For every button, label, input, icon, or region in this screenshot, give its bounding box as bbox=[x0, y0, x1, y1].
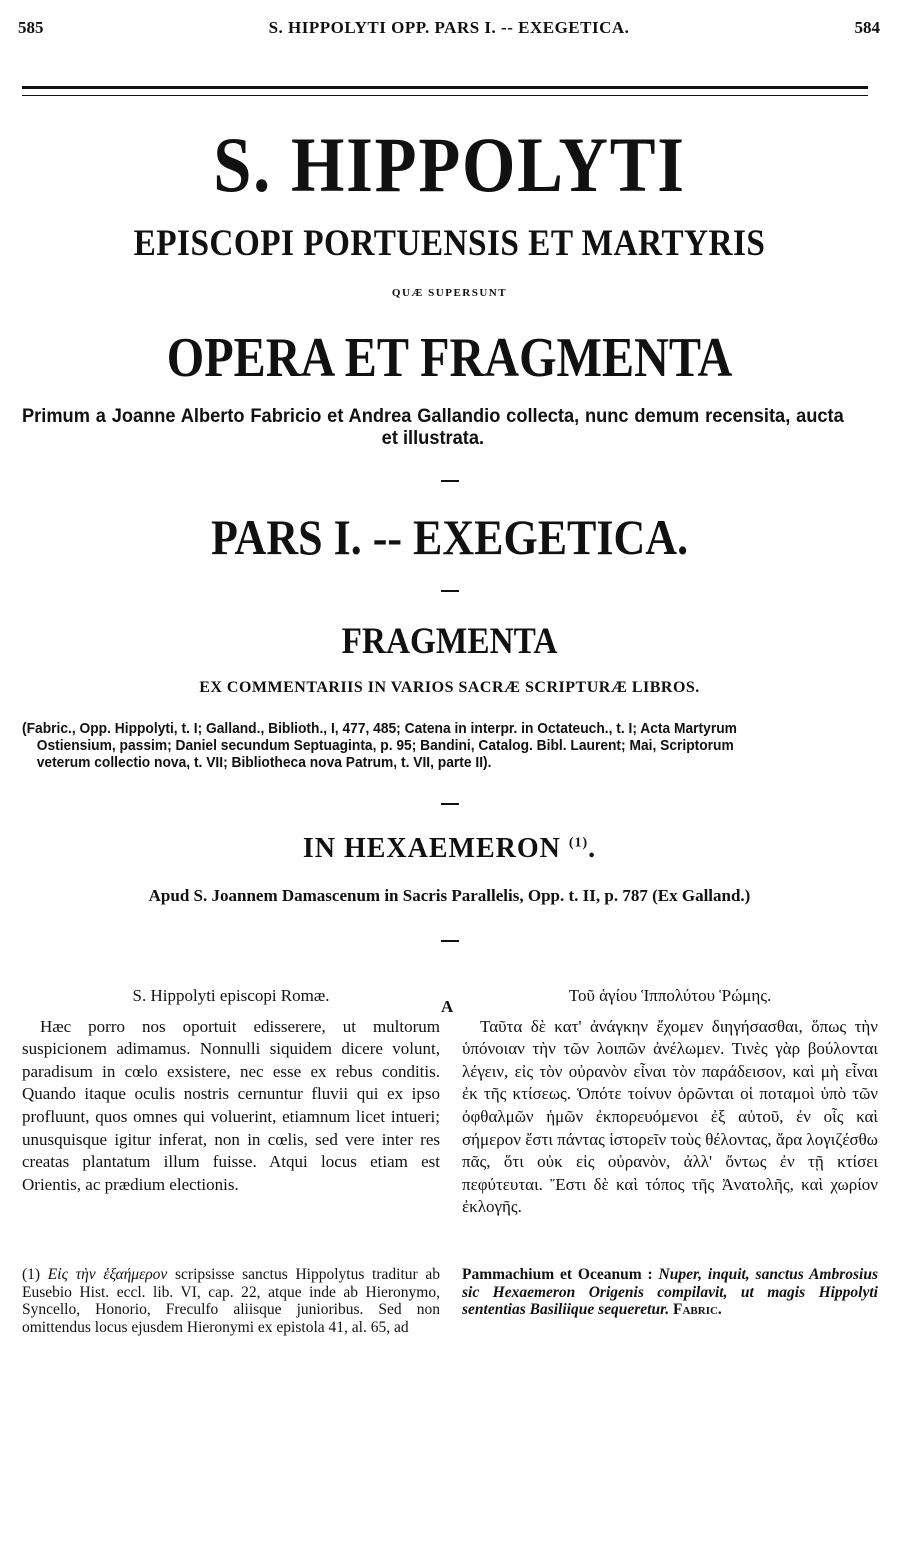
subtitle: EPISCOPI PORTUENSIS ET MARTYRIS bbox=[133, 223, 766, 264]
footnote-reference: (1) bbox=[568, 835, 589, 851]
references-block bbox=[22, 720, 810, 771]
margin-marker: A bbox=[441, 997, 454, 1016]
footnote-right bbox=[462, 1266, 878, 1319]
footnote-text: scripsisse sanctus Hippolytus traditur ab Eusebio Hist. eccl. lib. VI, cap. 22, atque inde ab Hieronymo, Syncello, Honorio, Freculfo aliisque junioribus. Sed non omittendus locus ejusdem Hieronymi ex epistola 41, al. 65, ad bbox=[22, 1266, 441, 1336]
fragmenta-title: FRAGMENTA bbox=[341, 621, 558, 662]
divider-dash bbox=[441, 480, 459, 482]
running-title: S. HIPPOLYTI OPP. PARS I. -- EXEGETICA. bbox=[268, 18, 630, 37]
footnote-signature: Fabric. bbox=[673, 1301, 722, 1318]
opera-title: OPERA ET FRAGMENTA bbox=[166, 327, 733, 389]
greek-text: Ταῦτα δὲ κατ' ἀνάγκην ἔχομεν διηγήσασθαι, ὅπως τὴν ὑπόνοιαν τὴν τῶν λοιπῶν ἀνέλωμεν. Τινὲς γὰρ βούλονται λέγειν, εἰς τὸν οὐρανὸν εἶναι τὸν παράδεισον, καὶ μὴ εἶναι ἐκ τῆς κτίσεως. Ὁπότε τοίνυν ὁρῶνται οἱ ποταμοὶ ὑπὸ τῶν ὀφθαλμῶν ἡμῶν ἐκπορευόμενοι ἐξ αὐτοῦ, ἐν οἷς καὶ σήμερον ἔστι πάντας ἱστορεῖν τοὺς θέλοντας, ἄρα λογιζέσθω πᾶς, ὅτι οὐκ εἰς οὐρανὸν, ἀλλ' ὄντως ἐν τῇ κτίσει πεφύτευται. Ἔστι δὲ καὶ τόπος τῆς Ἀνατολῆς, καὶ χωρίον ἐκλογῆς. bbox=[462, 1016, 878, 1217]
page-number-right: 584 bbox=[854, 18, 880, 37]
footnote-right-text: Pammachium et Oceanum : bbox=[462, 1266, 653, 1283]
latin-column bbox=[22, 985, 440, 1196]
greek-heading: Τοῦ ἁγίου Ἱππολύτου Ῥώμης. bbox=[568, 986, 772, 1005]
pars-title: PARS I. -- EXEGETICA. bbox=[210, 509, 689, 565]
intro-text: Primum a Joanne Alberto Fabricio et Andrea Gallandio collecta, nunc demum recensita, aucta et illustrata. bbox=[22, 406, 844, 449]
main-title: S. HIPPOLYTI bbox=[213, 121, 686, 208]
latin-text: Hæc porro nos oportuit edisserere, ut multorum suspicionem adimamus. Nonnulli siquidem dicere volunt, paradisum in cœlo exsistere, nec esse ex rebus conditis. Quando itaque oculis nostris cernuntur fluvii qui ex ipso profluunt, quos omnes qui voluerint, etiamnum licet intueri; unusquisque igitur inferat, non in cœlis, sed vere inter res creatas plantatum illum fuisse. Atqui locus etiam est Orientis, ac prædium electionis. bbox=[22, 1016, 440, 1194]
source-line: Apud S. Joannem Damascenum in Sacris Parallelis, Opp. t. II, p. 787 (Ex Galland.) bbox=[148, 886, 751, 905]
divider-dash bbox=[441, 590, 459, 592]
page-number-left: 585 bbox=[18, 18, 44, 37]
divider-dash bbox=[441, 803, 459, 805]
footnote-mark: (1) bbox=[22, 1266, 41, 1283]
footnote-greek: Εἰς τὴν ἑξαήμερον bbox=[47, 1266, 168, 1283]
reference-line: (Fabric., Opp. Hippolyti, t. I; Galland., Biblioth., I, 477, 485; Catena in interpr. in Octateuch., t. I; Acta Martyrum bbox=[22, 720, 737, 737]
section-title-text: IN HEXAEMERON bbox=[302, 833, 561, 864]
footnote-left bbox=[22, 1266, 440, 1336]
quae-supersunt: QUÆ SUPERSUNT bbox=[391, 287, 508, 299]
latin-heading: S. Hippolyti episcopi Romæ. bbox=[132, 986, 330, 1005]
section-title-end: . bbox=[588, 833, 597, 864]
header-rule bbox=[22, 86, 868, 96]
footnote-right-quote: Nuper, inquit, sanctus Ambrosius sic Hexaemeron Origenis compilavit, ut magis Hippolyti sententias Basiliique sequeretur. bbox=[462, 1266, 878, 1318]
divider-dash bbox=[441, 940, 459, 942]
reference-line: Ostiensium, passim; Daniel secundum Septuaginta, p. 95; Bandini, Catalog. Bibl. Laurent; Mai, Scriptorum bbox=[36, 737, 734, 754]
running-header bbox=[18, 18, 880, 44]
greek-column bbox=[462, 985, 878, 1219]
section-title bbox=[0, 833, 899, 865]
reference-line: veterum collectio nova, t. VII; Bibliotheca nova Patrum, t. VII, parte II). bbox=[36, 754, 492, 771]
ex-commentariis: EX COMMENTARIIS IN VARIOS SACRÆ SCRIPTURÆ LIBROS. bbox=[199, 679, 700, 696]
